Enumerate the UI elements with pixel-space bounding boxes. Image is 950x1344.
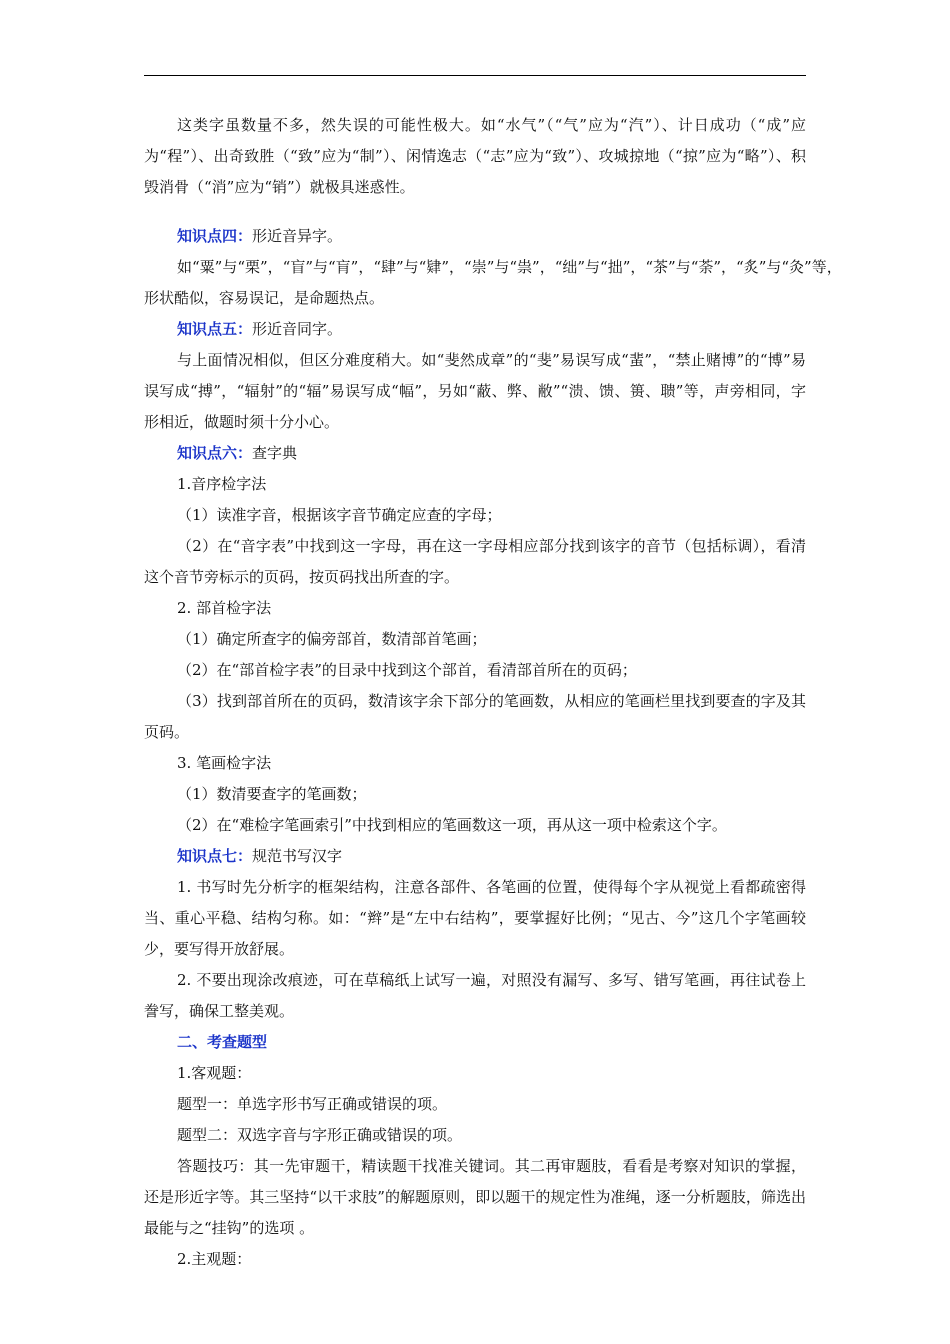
dictionary-method-1-step-1: （1）读准字音，根据该字音节确定应查的字母； [177, 506, 502, 524]
knowledge-point-6 [144, 438, 806, 469]
dictionary-method-3-step-1: （1）数清要查字的笔画数； [177, 785, 367, 803]
dictionary-method-2-step-3: （3）找到部首所在的页码，数清该字余下部分的笔画数，从相应的笔画栏里找到要查的字及其页码。 [144, 692, 806, 741]
knowledge-point-4-title: 形近音异字。 [252, 227, 343, 245]
dictionary-method-2-step-2: （2）在“部首检字表”的目录中找到这个部首，看清部首所在的页码； [177, 661, 637, 679]
dictionary-method-1-step-2: （2）在“音字表”中找到这一字母，再在这一字母相应部分找到该字的音节（包括标调），看清这个音节旁标示的页码，按页码找出所查的字。 [144, 537, 806, 586]
section-2-heading: 二、考查题型 [177, 1033, 268, 1051]
paragraph-misleading-words: 这类字虽数量不多，然失误的可能性极大。如“水气”（“气”应为“汽”）、计日成功（“成”应为“程”）、出奇致胜（“致”应为“制”）、闲情逸志（“志”应为“致”）、攻城掠地（“掠”应为“略”）、积毁消骨（“消”应为“销”）就极具迷惑性。 [144, 116, 806, 196]
document-body [144, 110, 842, 1275]
dictionary-method-3-step-2: （2）在“难检字笔画索引”中找到相应的笔画数这一项，再从这一项中检索这个字。 [177, 816, 727, 834]
knowledge-point-7 [144, 841, 806, 872]
question-type-subjective: 2.主观题： [177, 1250, 252, 1268]
knowledge-point-6-label: 知识点六： [177, 444, 253, 462]
knowledge-point-7-label: 知识点七： [177, 847, 253, 865]
knowledge-point-5-title: 形近音同字。 [252, 320, 343, 338]
writing-rule-2: 2. 不要出现涂改痕迹，可在草稿纸上试写一遍，对照没有漏写、多写、错写笔画，再往试卷上誊写，确保工整美观。 [144, 971, 806, 1020]
dictionary-method-3: 3. 笔画检字法 [177, 754, 272, 772]
writing-rule-1: 1. 书写时先分析字的框架结构，注意各部件、各笔画的位置，使得每个字从视觉上看都疏密得当、重心平稳、结构匀称。如：“辫”是“左中右结构”，要掌握好比例；“见古、今”这几个字笔画较少，要写得开放舒展。 [144, 878, 806, 958]
header-rule [144, 75, 806, 76]
answer-tips: 答题技巧：其一先审题干，精读题干找准关键词。其二再审题肢，看看是考察对知识的掌握，还是形近字等。其三坚持“以干求肢”的解题原则，即以题干的规定性为准绳，逐一分析题肢，筛选出最能与之“挂钩”的选项 。 [144, 1157, 806, 1237]
dictionary-method-2: 2. 部首检字法 [177, 599, 272, 617]
paragraph-similar-shape-same-sound: 与上面情况相似，但区分难度稍大。如“斐然成章”的“斐”易误写成“蜚”，“禁止赌博”的“博”易误写成“搏”，“辐射”的“辐”易误写成“幅”，另如“蔽、弊、敝”“溃、馈、篑、聩”等，声旁相同，字形相近，做题时须十分小心。 [144, 351, 806, 431]
knowledge-point-5 [144, 314, 806, 345]
question-type-1: 题型一：单选字形书写正确或错误的项。 [177, 1095, 448, 1113]
dictionary-method-2-step-1: （1）确定所查字的偏旁部首，数清部首笔画； [177, 630, 487, 648]
question-type-2: 题型二：双选字音与字形正确或错误的项。 [177, 1126, 463, 1144]
knowledge-point-7-title: 规范书写汉字 [252, 847, 343, 865]
knowledge-point-6-title: 查字典 [252, 444, 298, 462]
dictionary-method-1: 1.音序检字法 [177, 475, 267, 493]
knowledge-point-4-label: 知识点四： [177, 227, 253, 245]
knowledge-point-4 [144, 221, 806, 252]
paragraph-similar-shape-diff-sound: 如“粟”与“栗”，“盲”与“肓”，“肆”与“肄”，“崇”与“祟”，“绌”与“拙”，“茶”与“荼”，“炙”与“灸”等，形状酷似，容易误记，是命题热点。 [144, 258, 842, 307]
knowledge-point-5-label: 知识点五： [177, 320, 253, 338]
question-type-objective: 1.客观题： [177, 1064, 252, 1082]
paragraph-gap [144, 203, 806, 221]
